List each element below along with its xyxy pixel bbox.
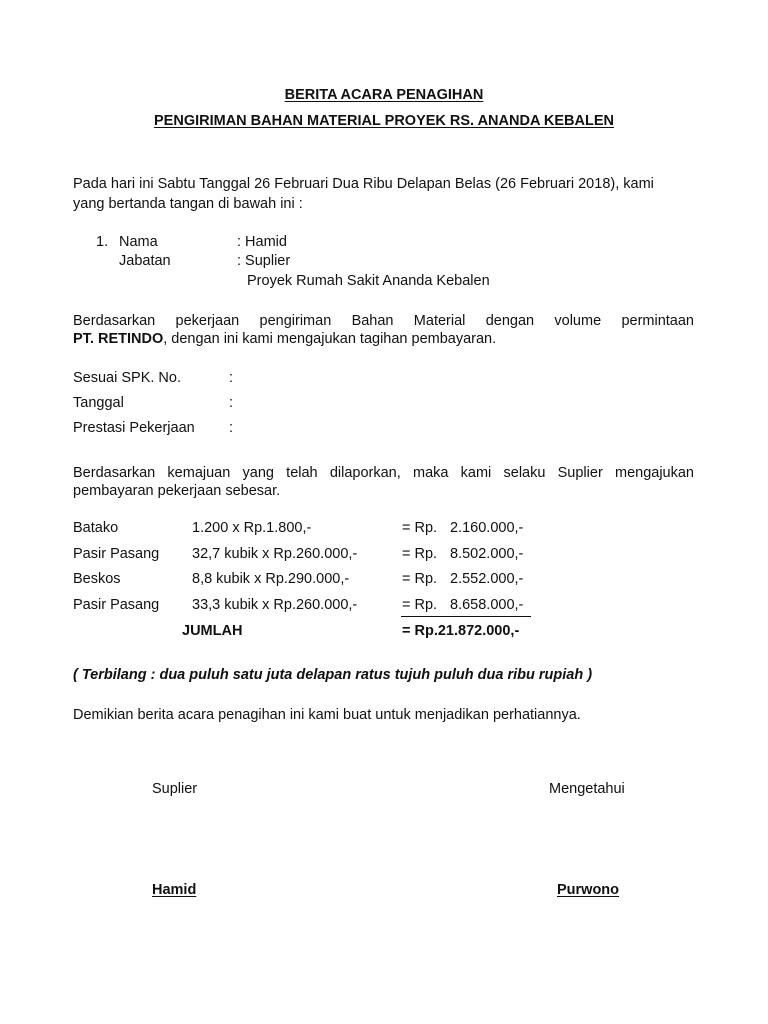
acknowledger-signatory-name: Purwono: [557, 882, 620, 898]
item-calc: 8,8 kubik x Rp.290.000,-: [192, 571, 350, 587]
item-amount: 8.658.000,-: [450, 597, 524, 613]
item-name: Pasir Pasang: [73, 597, 160, 613]
item-amount: 2.552.000,-: [450, 571, 524, 587]
item-eq: = Rp.: [402, 571, 438, 587]
total-value: = Rp.21.872.000,-: [402, 623, 520, 639]
subtotal-rule: [401, 616, 531, 617]
amount-in-words: ( Terbilang : dua puluh satu juta delapan ratus tujuh puluh dua ribu rupiah ): [73, 667, 593, 683]
supplier-role: Suplier: [152, 781, 198, 797]
basis-line-2: [73, 331, 496, 347]
intro-paragraph: [73, 174, 694, 214]
item-name: Batako: [73, 520, 119, 536]
supplier-signatory-name: Hamid: [152, 882, 197, 898]
progress-line-1: Berdasarkan kemajuan yang telah dilaporkan, maka kami selaku Suplier mengajukan: [73, 465, 694, 481]
progress-line-2: pembayaran pekerjaan sebesar.: [73, 483, 281, 499]
item-eq: = Rp.: [402, 597, 438, 613]
document-subtitle: PENGIRIMAN BAHAN MATERIAL PROYEK RS. ANANDA KEBALEN: [154, 113, 614, 129]
signer-position-detail: Proyek Rumah Sakit Ananda Kebalen: [247, 273, 490, 289]
basis-line-2-text: , dengan ini kami mengajukan tagihan pembayaran.: [163, 331, 497, 347]
spk-date-colon: :: [229, 395, 234, 411]
signer-position-value: : Suplier: [237, 253, 291, 269]
signer-position-label: Jabatan: [119, 253, 171, 269]
spk-number-label: Sesuai SPK. No.: [73, 370, 181, 386]
signer-number: 1.: [96, 234, 109, 250]
item-eq: = Rp.: [402, 546, 438, 562]
company-name: PT. RETINDO: [73, 331, 164, 347]
item-name: Beskos: [73, 571, 121, 587]
spk-date-label: Tanggal: [73, 395, 124, 411]
item-amount: 2.160.000,-: [450, 520, 524, 536]
item-amount: 8.502.000,-: [450, 546, 524, 562]
item-calc: 32,7 kubik x Rp.260.000,-: [192, 546, 358, 562]
work-achievement-colon: :: [229, 420, 234, 436]
spk-number-colon: :: [229, 370, 234, 386]
item-calc: 1.200 x Rp.1.800,-: [192, 520, 312, 536]
signer-name-label: Nama: [119, 234, 158, 250]
document-title: BERITA ACARA PENAGIHAN: [284, 87, 484, 103]
acknowledger-role: Mengetahui: [549, 781, 625, 797]
item-name: Pasir Pasang: [73, 546, 160, 562]
intro-line-2: yang bertanda tangan di bawah ini :: [73, 196, 303, 212]
item-calc: 33,3 kubik x Rp.260.000,-: [192, 597, 358, 613]
signer-name-value: : Hamid: [237, 234, 287, 250]
item-eq: = Rp.: [402, 520, 438, 536]
closing-statement: Demikian berita acara penagihan ini kami buat untuk menjadikan perhatiannya.: [73, 707, 581, 723]
basis-line-1: Berdasarkan pekerjaan pengiriman Bahan Material dengan volume permintaan: [73, 313, 694, 329]
work-achievement-label: Prestasi Pekerjaan: [73, 420, 195, 436]
total-label: JUMLAH: [182, 623, 243, 639]
intro-line-1: Pada hari ini Sabtu Tanggal 26 Februari Dua Ribu Delapan Belas (26 Februari 2018), kami: [73, 176, 654, 192]
